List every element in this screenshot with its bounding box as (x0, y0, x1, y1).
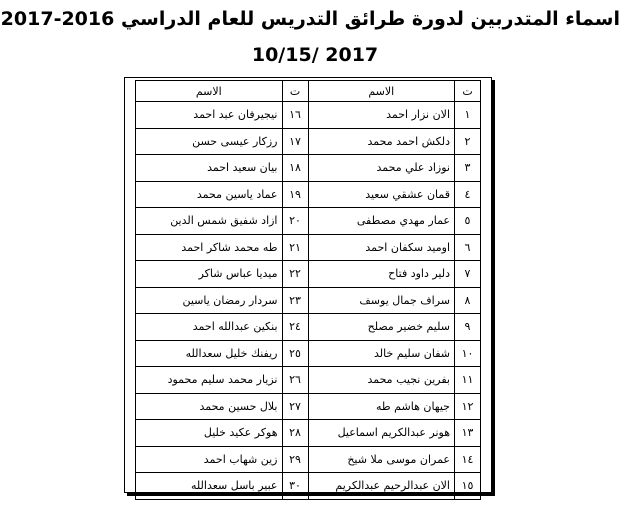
document-title-line-2: 2017 /10/15 (251, 44, 379, 66)
trainee-number: ١٥ (455, 473, 481, 500)
table-row (136, 446, 481, 473)
number-header: ت (282, 81, 308, 102)
trainee-number: ٢٠ (282, 208, 308, 235)
trainee-name: عبير باسل سعدالله (136, 473, 283, 500)
trainee-number: ٢٤ (282, 314, 308, 341)
table-row (136, 128, 481, 155)
trainee-name: سردار رمضان ياسين (136, 287, 283, 314)
trainee-name: عمار مهدي مصطفى (308, 208, 455, 235)
trainee-table (135, 80, 481, 500)
table-row (136, 420, 481, 447)
trainee-number: ٢٥ (282, 340, 308, 367)
trainee-name: نوزاد علي محمد (308, 155, 455, 182)
trainee-name: الان عبدالرحيم عبدالكريم (308, 473, 455, 500)
document-title-line-1: اسماء المتدربين لدورة طرائق التدريس للعام الدراسي 2016-2017 (0, 8, 620, 30)
trainee-name: نيجيرفان عبد احمد (136, 102, 283, 129)
trainee-number: ١٢ (455, 393, 481, 420)
trainee-name: سليم خضير مصلح (308, 314, 455, 341)
trainee-name: ازاد شفيق شمس الدين (136, 208, 283, 235)
trainee-number: ٢٦ (282, 367, 308, 394)
trainee-number: ٧ (455, 261, 481, 288)
trainee-number: ١٣ (455, 420, 481, 447)
trainee-number: ١٦ (282, 102, 308, 129)
trainee-number: ٣ (455, 155, 481, 182)
table-row (136, 473, 481, 500)
table-body (136, 102, 481, 500)
trainee-name: بفرين نجيب محمد (308, 367, 455, 394)
trainee-name: دلير داود فتاح (308, 261, 455, 288)
trainee-number: ١٨ (282, 155, 308, 182)
trainee-number: ٦ (455, 234, 481, 261)
trainee-name: عمران موسى ملا شيخ (308, 446, 455, 473)
table-row (136, 367, 481, 394)
trainee-name: بيان سعيد احمد (136, 155, 283, 182)
trainee-name: قمان عشقي سعيد (308, 181, 455, 208)
trainee-number: ٢٧ (282, 393, 308, 420)
trainee-name: الان نزار احمد (308, 102, 455, 129)
trainee-number: ٢ (455, 128, 481, 155)
table-row (136, 208, 481, 235)
trainee-number: ١٧ (282, 128, 308, 155)
trainee-number: ٢٢ (282, 261, 308, 288)
trainee-name: ريفنك خليل سعدالله (136, 340, 283, 367)
trainee-name: شفان سليم خالد (308, 340, 455, 367)
trainee-number: ١ (455, 102, 481, 129)
trainee-number: ٢٨ (282, 420, 308, 447)
trainee-name: ميديا عباس شاكر (136, 261, 283, 288)
trainee-name: اوميد سكفان احمد (308, 234, 455, 261)
trainee-number: ٩ (455, 314, 481, 341)
trainee-name: هونر عبدالكريم اسماعيل (308, 420, 455, 447)
table-row (136, 102, 481, 129)
trainee-name: زين شهاب احمد (136, 446, 283, 473)
trainee-number: ٢٩ (282, 446, 308, 473)
trainee-name: دلكش احمد محمد (308, 128, 455, 155)
trainee-number: ٢١ (282, 234, 308, 261)
trainee-number: ١١ (455, 367, 481, 394)
name-header: الاسم (308, 81, 455, 102)
trainee-name: بلال حسين محمد (136, 393, 283, 420)
table-row (136, 155, 481, 182)
trainee-number: ٣٠ (282, 473, 308, 500)
trainee-name: هوكر عكيد خليل (136, 420, 283, 447)
number-header: ت (455, 81, 481, 102)
table-row (136, 314, 481, 341)
table-row (136, 287, 481, 314)
name-header: الاسم (136, 81, 283, 102)
trainee-number: ١٤ (455, 446, 481, 473)
trainee-number: ١٩ (282, 181, 308, 208)
trainee-number: ٤ (455, 181, 481, 208)
trainee-name: جيهان هاشم طه (308, 393, 455, 420)
table-row (136, 393, 481, 420)
trainee-name: عماد ياسين محمد (136, 181, 283, 208)
trainee-name: طه محمد شاكر احمد (136, 234, 283, 261)
trainee-number: ٢٣ (282, 287, 308, 314)
trainee-name: نزيار محمد سليم محمود (136, 367, 283, 394)
table-header-row (136, 81, 481, 102)
trainee-name: بنكين عبدالله احمد (136, 314, 283, 341)
trainee-number: ١٠ (455, 340, 481, 367)
table-row (136, 234, 481, 261)
table-row (136, 261, 481, 288)
table-row (136, 181, 481, 208)
table-row (136, 340, 481, 367)
trainee-name: سراف جمال يوسف (308, 287, 455, 314)
trainee-number: ٨ (455, 287, 481, 314)
trainee-number: ٥ (455, 208, 481, 235)
trainee-name: رزكار عيسى حسن (136, 128, 283, 155)
